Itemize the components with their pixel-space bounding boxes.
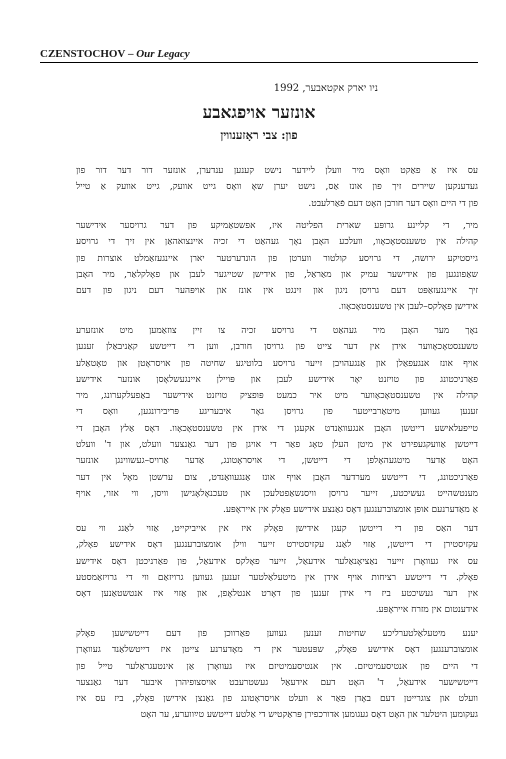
paragraph-line: גייסטיקע ירושה, די גרויסע קולטור ווערטן פון הונדערטער יארן איינגעזאַמלט אוצרות פון bbox=[76, 253, 478, 264]
paragraph-line: דייטשן אַוועקגעפירט אין מיטן העלן טאָג פאַר די אויגן פון דער גאַנצער וועלט, און ד' וועלט bbox=[76, 440, 478, 451]
paragraph-line: נאָך מער האָבן מיר געהאַט די גרויסע זכיה צו זיין צוזאַמען מיט אונזערע bbox=[76, 326, 478, 336]
paragraph-line: עקזיסטירן די דייטשן, אַזוי לאַנג עקזיסטירט זייער ווילן אומצוברענגען דאָס אידישע פאָלק, bbox=[76, 540, 478, 551]
paragraph-line: שאַפונגען פון אידישער עמיק און מאַראַל, פון אידישן שטייגער לעבן און פאָלקלאַר, מיר האָבן bbox=[76, 269, 478, 280]
paragraph-line: אַ מאַדערנעם אופן אומצוברענגען דאָס גאַנצע אידישע פאָלק אין אייראָפּע. bbox=[223, 505, 478, 516]
paragraph-line: געדענקען שיירים זיך פון אונז אַס, נישט יערן שאָ וואָס גייט אוועק, גייט אוועק אַ טייל bbox=[76, 182, 478, 193]
paragraph-line: דייטשישער אידעאַל, ד' האָט דעם אידעאַל געשטרעבט אויסצופיהרן איבער דער גאַנצער bbox=[76, 677, 478, 688]
paragraph-line: פון די היים וואָס דער חורבן האָט דעם פֿאַרלעבט. bbox=[308, 198, 478, 209]
paragraph-5 bbox=[76, 626, 478, 724]
paragraph-line: טשענסטאָכאָווער אידן אין דער צייט פון גרויסן חורבן, ווען די דייטשע קאַניבאַלן זענען bbox=[76, 342, 478, 353]
date-line: ניו יארק אקטאבער, 1992 bbox=[273, 83, 378, 94]
paragraph-line: אין דער געשיכטע ביז די אידן זענען פון דאָרט אנטלאָפן, און אַזוי איז אנטשטאַנען דאָס bbox=[76, 589, 478, 600]
paragraph-line: טייפעלאישע דייטשן האָבן אנגעוואַנדט אקעגן די אידן אין טשענסטאָכאָוו. דאָס אַלץ האָבן די bbox=[76, 423, 478, 434]
paragraph-line: אומצוברענגען דאָס אידישע פאָלק, שפּעטער אין די מאָדערנע צייטן איז דייטשלאַנד געוואָרן bbox=[76, 645, 478, 656]
paragraph-line: אידישן פאָלקס–לעבן אין טשענסטאָכאָוו. bbox=[338, 302, 478, 313]
paragraph-1 bbox=[76, 163, 478, 212]
publication-subtitle: Our Legacy bbox=[136, 48, 190, 60]
paragraph-line: קהילה אין טשענסטאָכאָווער מיט איר כמעט פּופציק טויזנט אידישער באַפעלקערונג, מיר bbox=[76, 391, 478, 402]
running-head bbox=[40, 48, 478, 63]
paragraph-line: זיך איינגעזאַפּט דעם גרויסן ניגון און זינגט אין אונז און אויפּהער דעם ניגון פון דעם bbox=[76, 286, 478, 297]
paragraph-line: די היים פון אנטיסעמיטיזם. אין אנטיסעמיטיזם איז געוואָרן אַן אינטעגראַלער טייל פון bbox=[76, 661, 478, 672]
paragraph-line: וועלט און צוגרייטן דעם באָדן פאַר א וועלט אויסראָטונג פון גאַנצן אידישן פאָלק, ביז עס איז bbox=[76, 694, 478, 705]
paragraph-line: זענען געווען מיטאַרבייטער פון גרויסן גאָר איבעריגע פּריבירונגען, וואָס די bbox=[76, 407, 478, 418]
paragraph-line: פאַרניכטונג, די דייטשע מערדער האָבן אויף אונז אַנגעוואַנדט, צום ערשטן מאָל אין דער bbox=[76, 472, 478, 483]
paragraph-line: עס איז אַ פאַקט וואָס מיר וועלן ליידער נישט קענען ענדערן, אונזער דור דער דור פון bbox=[76, 166, 478, 176]
paragraph-line: מענטשהייט געשיכטע, זייער גרויסן וויסנשאַפטלעכן און טעכנאָלאָגישן וויסן, ווי אזוי, אויף bbox=[76, 488, 478, 499]
paragraph-2 bbox=[76, 218, 478, 316]
paragraph-4 bbox=[76, 521, 478, 619]
paragraph-3 bbox=[76, 323, 478, 519]
article-byline: פון: צבי ראָזענווין bbox=[220, 128, 298, 142]
paragraph-line: אויף אונז אנגעפאַלן און אַנגעהויבן זייער גרויסע בלוטיגע שחיטה פון אויסראָטן און טאָטאַלע bbox=[76, 358, 478, 369]
paragraph-line: אידענטום אין מזרח אייראָפּע. bbox=[375, 605, 478, 616]
paragraph-line: פאָלק. די דייטשע רציחות אויף אידן אין מיטעלאַלטער זענען געווען גרויזאַם ווי די גרויזאַמסטע bbox=[76, 572, 478, 583]
paragraph-line: קהילה אין טשענסטאָכאָוו, וועלכע האָבן נאָך געהאַט די זכיה איינצואהאַן אין זיך די גרויסע bbox=[76, 237, 478, 248]
paragraph-line: האָט אַדער מיטגעהאָלפן די דייטשן, די אויסראָטונג, אַדער אַרויס–געשווינגן אונזער bbox=[76, 456, 478, 467]
paragraph-line: פאַרניכטונג פון טויזנט יאָר אידישע לעבן און פּויילן איינגעשלאָסן אונזער אידישע bbox=[76, 374, 478, 385]
paragraph-line: מיר, די קליינע גרופּע שארית הפליטה איז, אפשטאַמיקע פון דער גרויסער אידישער bbox=[76, 221, 478, 231]
paragraph-line: יענע מיטעלאַלטערליכע שחיטות זענען געווען פאַרווכן פון דעם דייטשישען פאָלק bbox=[76, 629, 478, 639]
paragraph-line: דער האַס פון די דייטשן קעגן אידישן פאָלק איז אין אייביקייט, אַזוי לאַנג ווי עס bbox=[76, 524, 478, 534]
running-head-separator: – bbox=[125, 48, 137, 60]
article-title: אונזער אויפגאבע bbox=[202, 103, 316, 123]
paragraph-line: עס איז געוואָרן זייער נאַציאָנאַלער אידעאַל, זייער פאָלקס אידעאַל, פון פאַרניכטן דאָס אידישע bbox=[76, 556, 478, 567]
publication-name: CZENSTOCHOV bbox=[40, 48, 126, 60]
paragraph-line: געקומען היטלער און האָט דאָס געגומען אדורכפירן פּראַקטיש די אַלטע דייטשע טײַווערע, ער האָט bbox=[140, 710, 478, 721]
